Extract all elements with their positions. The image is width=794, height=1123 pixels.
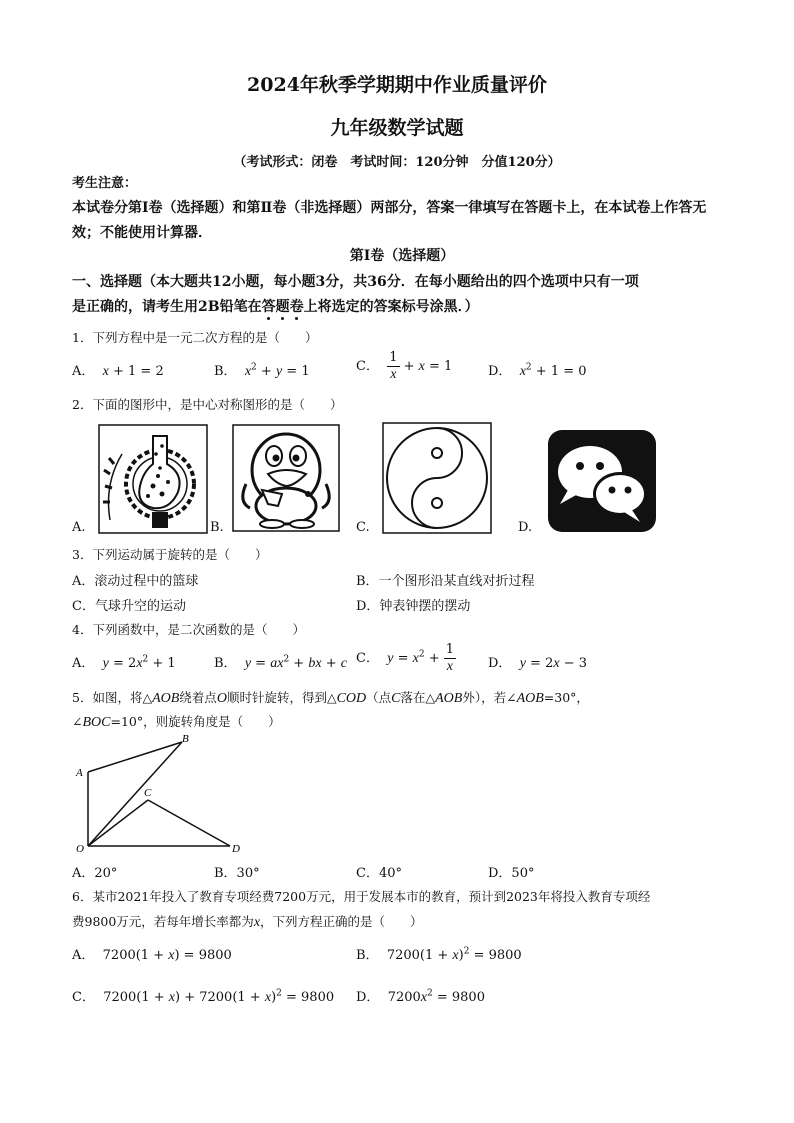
penguin-cartoon-icon [232, 424, 340, 532]
q1-option-b: B． $x^2 + y = 1$ [214, 362, 310, 379]
q5-option-d: D．50° [488, 866, 535, 881]
section1-line2-post: 上将选定的答案标号涂黑．） [303, 299, 479, 315]
flask-gear-emblem-icon [98, 424, 208, 534]
q6-var: x [253, 915, 261, 930]
q2-label-a: A. [72, 520, 86, 535]
q5-text: 顺时针旋转，得到△ [226, 690, 337, 705]
q5-var: AOB [435, 691, 463, 706]
q5-text: 外），若∠ [462, 690, 517, 705]
q1-option-d: D． $x^2 + 1 = 0$ [488, 362, 587, 379]
q5-var: AOB [152, 691, 180, 706]
q5-var: O [216, 691, 227, 706]
q5-option-b: B．30° [214, 866, 260, 881]
q4-option-a: A． $y = 2x^2 + 1$ [72, 654, 176, 671]
q2-label-b: B. [210, 520, 224, 535]
q5-text: 绕着点 [179, 690, 217, 705]
notice-body: 本试卷分第Ⅰ卷（选择题）和第Ⅱ卷（非选择题）两部分，答案一律填写在答题卡上，在本试卷上作答无效；不能使用计算器． [72, 200, 707, 241]
q5-stem-line1 [72, 688, 589, 707]
q6-option-c: C． $7200(1 + x) + 7200(1 + x)^2 = 9800$ [72, 988, 335, 1005]
q5-var: C [391, 691, 401, 706]
point-d-label: D [232, 843, 240, 854]
q5-text: 5．如图，将△ [72, 690, 153, 705]
q5-text: =10°，则旋转角度是（ ） [110, 714, 281, 729]
point-a-label: A [76, 767, 83, 779]
q6-option-b: B． $7200(1 + x)^2 = 9800$ [356, 946, 522, 963]
q3-option-d: D．钟表钟摆的摆动 [356, 599, 471, 614]
q2-label-c: C. [356, 520, 370, 535]
q3-option-b: B．一个图形沿某直线对折过程 [356, 574, 535, 589]
q1-option-a: A． x + 1 = 2 [72, 364, 164, 379]
q4-option-d: D． y = 2x − 3 [488, 656, 588, 671]
chat-bubbles-logo-icon [546, 428, 658, 534]
yin-yang-symbol-icon [382, 422, 492, 534]
exam-title: 2024年秋季学期期中作业质量评价 [247, 74, 547, 96]
q5-var: AOB [516, 691, 544, 706]
q6-text: 费9800万元，若每年增长率都为 [72, 914, 254, 929]
section1-emphasis [262, 299, 304, 315]
q6-text: ，下列方程正确的是（ ） [260, 914, 423, 929]
section1-dotted-word [262, 299, 304, 315]
q5-option-a: A．20° [72, 866, 118, 881]
part1-heading: 第Ⅰ卷（选择题） [349, 248, 455, 264]
segment-oc [88, 800, 148, 846]
q3-option-c: C．气球升空的运动 [72, 599, 186, 614]
q2-stem: 2．下面的图形中，是中心对称图形的是（ ） [72, 397, 343, 412]
notice-heading: 考生注意： [72, 176, 138, 191]
q4-option-b: B． $y = ax^2$ + bx + c [214, 654, 347, 671]
exam-subject-title: 九年级数学试题 [330, 117, 464, 139]
emphasis-char: 答 [261, 299, 276, 315]
q5-rotation-figure [72, 732, 252, 854]
q5-text: =30°， [543, 690, 589, 705]
exam-info: （考试形式：闭卷 考试时间：120分钟 分值120分） [233, 155, 561, 170]
q4-stem: 4．下列函数中，是二次函数的是（ ） [72, 622, 305, 637]
q5-option-c: C．40° [356, 866, 402, 881]
point-c-label: C [144, 787, 152, 799]
q5-var: BOC [82, 715, 111, 730]
q6-option-a: A． 7200(1 + x) = 9800 [72, 948, 232, 963]
q5-text: 落在△ [400, 690, 436, 705]
q5-text: ∠ [72, 714, 83, 729]
q2-label-d: D. [518, 520, 533, 535]
section1-line2-pre: 是正确的，请考生用2B铅笔在 [72, 299, 262, 315]
q5-var: COD [336, 691, 367, 706]
q6-stem-line1: 6．某市2021年投入了教育专项经费7200万元，用于发展本市的教育，预计到2023年将投入教育专项经 [72, 889, 651, 904]
q5-stem-line2 [72, 712, 281, 731]
emphasis-char: 题 [275, 299, 290, 315]
q3-option-a: A．滚动过程中的篮球 [72, 574, 199, 589]
point-b-label: B [182, 733, 189, 745]
section1-instructions [72, 270, 732, 320]
emphasis-char: 卷 [289, 299, 304, 315]
q6-stem-line2 [72, 912, 423, 931]
q1-option-c: C． $\frac{1}{x}$ + x = 1 [356, 350, 453, 382]
q6-option-d: D． $7200x^2 = 9800$ [356, 988, 485, 1005]
q4-option-c: C． $y = x^2$ + $\frac{1}{x}$ [356, 642, 455, 674]
q3-stem: 3．下列运动属于旋转的是（ ） [72, 547, 268, 562]
section1-line1: 一、选择题（本大题共12小题，每小题3分，共36分．在每小题给出的四个选项中只有一项 [72, 274, 639, 290]
q5-text: （点 [366, 690, 392, 705]
point-o-label: O [76, 843, 84, 854]
section1-line2 [72, 295, 732, 320]
q1-stem: 1．下列方程中是一元二次方程的是（ ） [72, 330, 318, 345]
segment-cd [148, 800, 230, 846]
